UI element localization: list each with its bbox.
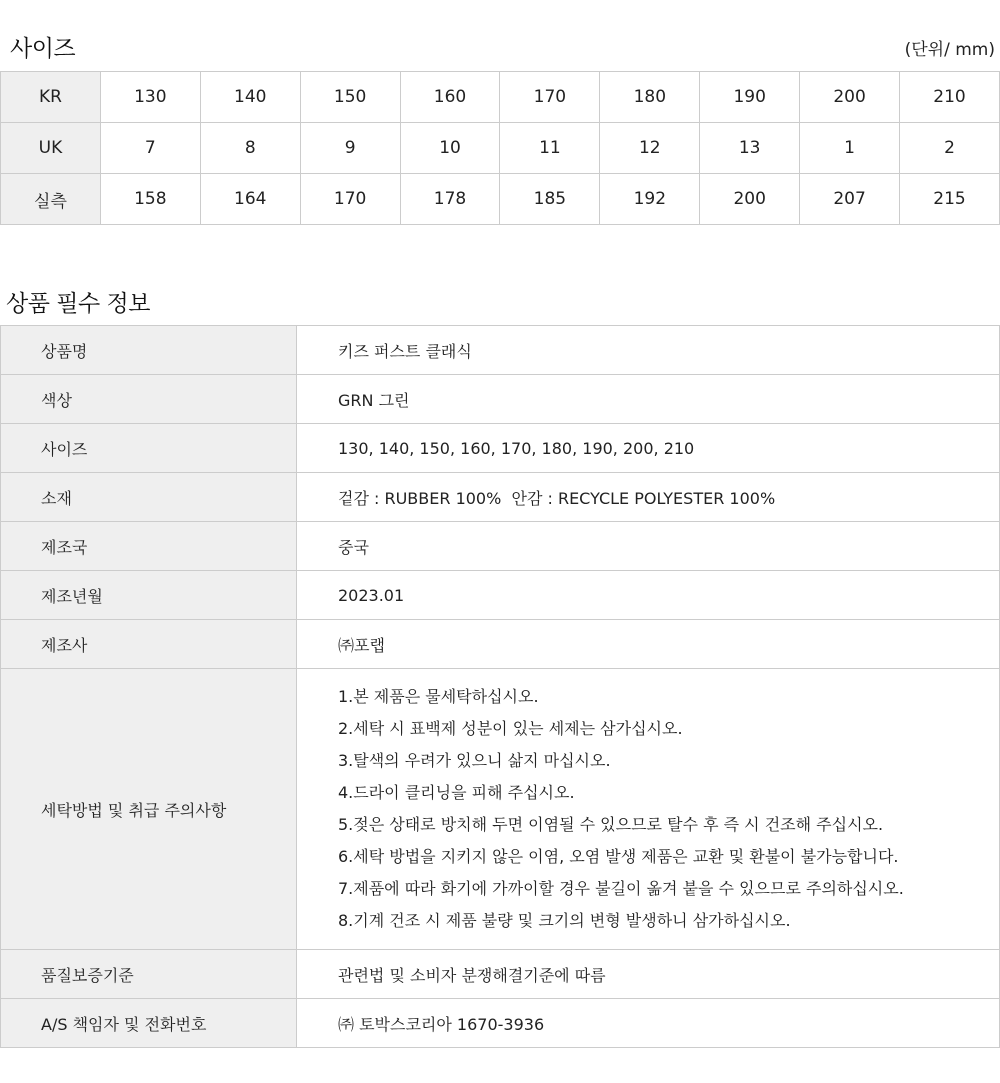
care-item: 3.탈색의 우려가 있으니 삶지 마십시오.	[338, 751, 611, 770]
info-label: 품질보증기준	[1, 950, 297, 999]
info-row-material	[1, 473, 1000, 522]
size-cell: 2	[900, 123, 1000, 174]
info-label: 제조년월	[1, 571, 297, 620]
info-row-manufacture-date	[1, 571, 1000, 620]
size-cell: 180	[600, 72, 700, 123]
info-value: 겉감 : RUBBER 100% 안감 : RECYCLE POLYESTER 100%	[297, 473, 1000, 522]
size-cell: 207	[800, 174, 900, 225]
size-cell: 12	[600, 123, 700, 174]
info-label: 상품명	[1, 326, 297, 375]
care-item: 5.젖은 상태로 방치해 두면 이염될 수 있으므로 탈수 후 즉 시 건조해 주십시오.	[338, 815, 884, 834]
info-row-manufacturer	[1, 620, 1000, 669]
size-cell: 130	[100, 72, 200, 123]
care-item: 4.드라이 클리닝을 피해 주십시오.	[338, 783, 575, 802]
size-row-uk	[1, 123, 1000, 174]
info-value: 관련법 및 소비자 분쟁해결기준에 따름	[297, 950, 1000, 999]
size-cell: 7	[100, 123, 200, 174]
care-item: 2.세탁 시 표백제 성분이 있는 세제는 삼가십시오.	[338, 719, 683, 738]
info-label: 소재	[1, 473, 297, 522]
info-row-country	[1, 522, 1000, 571]
info-row-color	[1, 375, 1000, 424]
size-cell: 158	[100, 174, 200, 225]
size-cell: 150	[300, 72, 400, 123]
info-row-care	[1, 669, 1000, 950]
size-section-title: 사이즈	[10, 36, 76, 62]
size-cell: 200	[800, 72, 900, 123]
info-row-as-contact	[1, 999, 1000, 1048]
size-cell: 210	[900, 72, 1000, 123]
info-value: ㈜포랩	[297, 620, 1000, 669]
info-value: 중국	[297, 522, 1000, 571]
size-cell: 8	[200, 123, 300, 174]
product-info-table	[0, 325, 1000, 1048]
size-unit-label: (단위/ mm)	[904, 40, 995, 60]
size-cell: 200	[700, 174, 800, 225]
care-item: 6.세탁 방법을 지키지 않은 이염, 오염 발생 제품은 교환 및 환불이 불가능합니다.	[338, 847, 899, 866]
size-cell: 13	[700, 123, 800, 174]
size-cell: 170	[500, 72, 600, 123]
size-cell: 11	[500, 123, 600, 174]
info-label: A/S 책임자 및 전화번호	[1, 999, 297, 1048]
care-instructions	[297, 669, 1000, 950]
care-item: 1.본 제품은 물세탁하십시오.	[338, 687, 539, 706]
size-cell: 215	[900, 174, 1000, 225]
care-item: 7.제품에 따라 화기에 가까이할 경우 불길이 옮겨 붙을 수 있으므로 주의하십시오.	[338, 879, 904, 898]
size-cell: 160	[400, 72, 500, 123]
info-label: 제조국	[1, 522, 297, 571]
size-row-measured	[1, 174, 1000, 225]
size-table	[0, 71, 1000, 225]
info-value: 2023.01	[297, 571, 1000, 620]
size-cell: 178	[400, 174, 500, 225]
info-row-quality-standard	[1, 950, 1000, 999]
size-cell: 140	[200, 72, 300, 123]
size-cell: 10	[400, 123, 500, 174]
info-label: 세탁방법 및 취급 주의사항	[1, 669, 297, 950]
size-cell: 185	[500, 174, 600, 225]
size-cell: 192	[600, 174, 700, 225]
care-item: 8.기계 건조 시 제품 불량 및 크기의 변형 발생하니 삼가하십시오.	[338, 911, 791, 930]
size-row-label: UK	[1, 123, 101, 174]
info-value: GRN 그린	[297, 375, 1000, 424]
size-cell: 170	[300, 174, 400, 225]
product-info-title: 상품 필수 정보	[6, 291, 150, 317]
info-label: 색상	[1, 375, 297, 424]
care-list	[338, 681, 999, 937]
info-value: ㈜ 토박스코리아 1670-3936	[297, 999, 1000, 1048]
size-cell: 9	[300, 123, 400, 174]
size-cell: 190	[700, 72, 800, 123]
size-row-kr	[1, 72, 1000, 123]
size-cell: 1	[800, 123, 900, 174]
info-label: 사이즈	[1, 424, 297, 473]
size-row-label: 실측	[1, 174, 101, 225]
info-row-product-name	[1, 326, 1000, 375]
info-value: 키즈 퍼스트 클래식	[297, 326, 1000, 375]
info-value: 130, 140, 150, 160, 170, 180, 190, 200, 210	[297, 424, 1000, 473]
size-row-label: KR	[1, 72, 101, 123]
size-cell: 164	[200, 174, 300, 225]
info-row-size	[1, 424, 1000, 473]
info-label: 제조사	[1, 620, 297, 669]
